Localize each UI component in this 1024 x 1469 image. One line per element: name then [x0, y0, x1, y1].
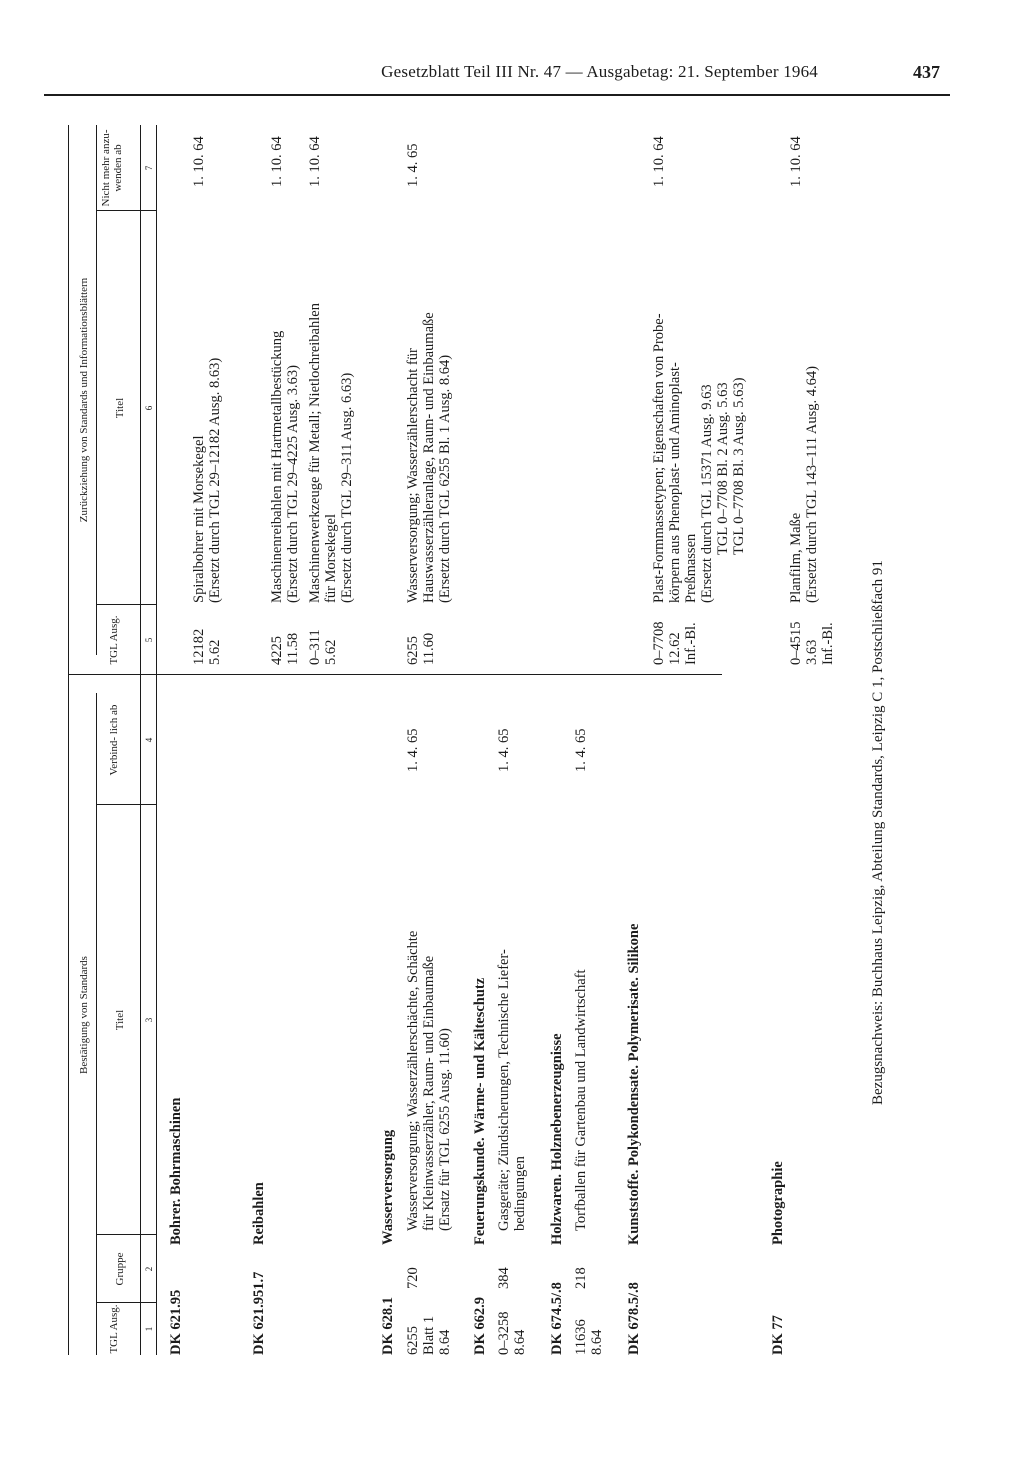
section-dk: DK 678.5/.8	[626, 1282, 642, 1355]
row-tgl: 0–3258 8.64	[496, 1311, 528, 1355]
row-date: 1. 10. 64	[269, 136, 285, 187]
section-dk: DK 662.9	[472, 1297, 488, 1355]
page-number: 437	[913, 62, 940, 82]
left-group-header: Bestätigung von Standards	[78, 956, 90, 1074]
col-header-verbindlich: Verbind- lich ab	[108, 704, 120, 776]
row-date: 1. 4. 65	[496, 728, 512, 772]
row-date: 1. 4. 65	[405, 143, 421, 187]
left-group-rule	[96, 693, 97, 1355]
col-header-gruppe: Gruppe	[114, 1252, 126, 1286]
section-dk: DK 628.1	[380, 1297, 396, 1355]
col-number: 6	[144, 405, 154, 411]
rotated-table-page	[64, 125, 890, 1355]
section-heading: Kunststoffe. Polykondensate. Polymerisate. Silikone	[626, 923, 642, 1245]
row-date: 1. 10. 64	[191, 136, 207, 187]
page-header	[44, 62, 950, 96]
section-heading: Bohrer. Bohrmaschinen	[168, 1097, 184, 1245]
section-dk: DK 674.5/.8	[549, 1282, 565, 1355]
row-title: Plast-Formmassetypen; Eigenschaften von Probe- körpern aus Phenoplast- und Aminoplast- Preßmassen (Ersetzt durch TGL 15371 Ausg. 9.63 TGL 0–7708 Bl. 2 Ausg. 5.63 TGL 0–7708 Bl. 3 Ausg. 5.63)	[651, 313, 747, 603]
right-group-rule	[96, 125, 97, 655]
table-top-rule	[68, 125, 69, 1355]
row-date: 1. 4. 65	[573, 728, 589, 772]
section-heading: Wasserversorgung	[380, 1129, 396, 1245]
row-tgl: 4225 11.58	[269, 632, 301, 665]
row-title: Planfilm, Maße (Ersetzt durch TGL 143–111 Ausg. 4.64)	[788, 366, 820, 603]
col-header-tgl-ausg: TGL Ausg.	[108, 1304, 120, 1354]
row-date: 1. 10. 64	[307, 136, 323, 187]
row-title: Spiralbohrer mit Morsekegel (Ersetzt durch TGL 29–12182 Ausg. 8.63)	[191, 357, 223, 603]
row-gruppe: 218	[573, 1267, 589, 1289]
right-group-header: Zurückziehung von Standards und Informationsblättern	[78, 277, 90, 523]
section-heading: Photographie	[770, 1161, 786, 1245]
gazette-title: Gesetzblatt Teil III Nr. 47 — Ausgabetag: 21. September 1964	[381, 62, 818, 81]
section-dk: DK 77	[770, 1315, 786, 1355]
row-tgl: 12182 5.62	[191, 628, 223, 665]
row-tgl: 6255 Blatt 1 8.64	[405, 1315, 453, 1355]
section-heading: Holzwaren. Holznebenerzeugnisse	[549, 1033, 565, 1245]
col-number: 3	[144, 1017, 154, 1023]
section-dk: DK 621.95	[168, 1289, 184, 1355]
section-dk: DK 621.951.7	[251, 1271, 267, 1355]
col-number: 2	[144, 1266, 154, 1272]
group-divider	[68, 674, 722, 675]
col-header-tgl-ausg-2: TGL Ausg.	[108, 615, 120, 665]
col-header-nicht-mehr: Nicht mehr anzu- wenden ab	[100, 129, 124, 207]
row-date: 1. 10. 64	[651, 136, 667, 187]
col-header-titel-2: Titel	[114, 397, 126, 419]
row-tgl: 0–4515 3.63 Inf.-Bl.	[788, 621, 836, 665]
row-tgl: 6255 11.60	[405, 632, 437, 665]
row-title: Wasserversorgung; Wasserzählerschächte, Schächte für Kleinwasserzähler, Raum- und Einbaumaße (Ersatz für TGL 6255 Ausg. 11.60)	[405, 930, 453, 1231]
row-gruppe: 384	[496, 1267, 512, 1289]
source-citation: Bezugsnachweis: Buchhaus Leipzig, Abteilung Standards, Leipzig C 1, Postschließfach 91	[870, 560, 886, 1105]
row-title: Gasgeräte; Zündsicherungen, Technische Liefer- bedingungen	[496, 949, 528, 1231]
colnum-bottom-rule	[156, 125, 157, 1355]
row-tgl: 0–311 5.62	[307, 629, 339, 665]
col-number: 1	[144, 1326, 154, 1332]
row-title: Maschinenreibahlen mit Hartmetallbestückung (Ersetzt durch TGL 29–4225 Ausg. 3.63)	[269, 330, 301, 603]
section-heading: Feuerungskunde. Wärme- und Kälteschutz	[472, 977, 488, 1245]
row-date: 1. 4. 65	[405, 728, 421, 772]
col-header-titel: Titel	[114, 1009, 126, 1031]
row-title: Torfballen für Gartenbau und Landwirtschaft	[573, 969, 589, 1231]
col-number: 7	[144, 165, 154, 171]
row-tgl: 11636 8.64	[573, 1319, 605, 1355]
row-tgl: 0–7708 12.62 Inf.-Bl.	[651, 621, 699, 665]
row-title: Wasserversorgung; Wasserzählerschacht für Hauswasserzähleranlage, Raum- und Einbaumaße (Ersetzt durch TGL 6255 Bl. 1 Ausg. 8.64)	[405, 312, 453, 603]
row-date: 1. 10. 64	[788, 136, 804, 187]
col-number: 5	[144, 637, 154, 643]
col-number: 4	[144, 737, 154, 743]
header-rule	[44, 94, 950, 96]
row-title: Maschinenwerkzeuge für Metall; Nietlochreibahlen für Morsekegel (Ersetzt durch TGL 29–311 Ausg. 6.63)	[307, 303, 355, 603]
header-bottom-rule	[140, 125, 141, 1355]
section-heading: Reibahlen	[251, 1182, 267, 1245]
row-gruppe: 720	[405, 1267, 421, 1289]
